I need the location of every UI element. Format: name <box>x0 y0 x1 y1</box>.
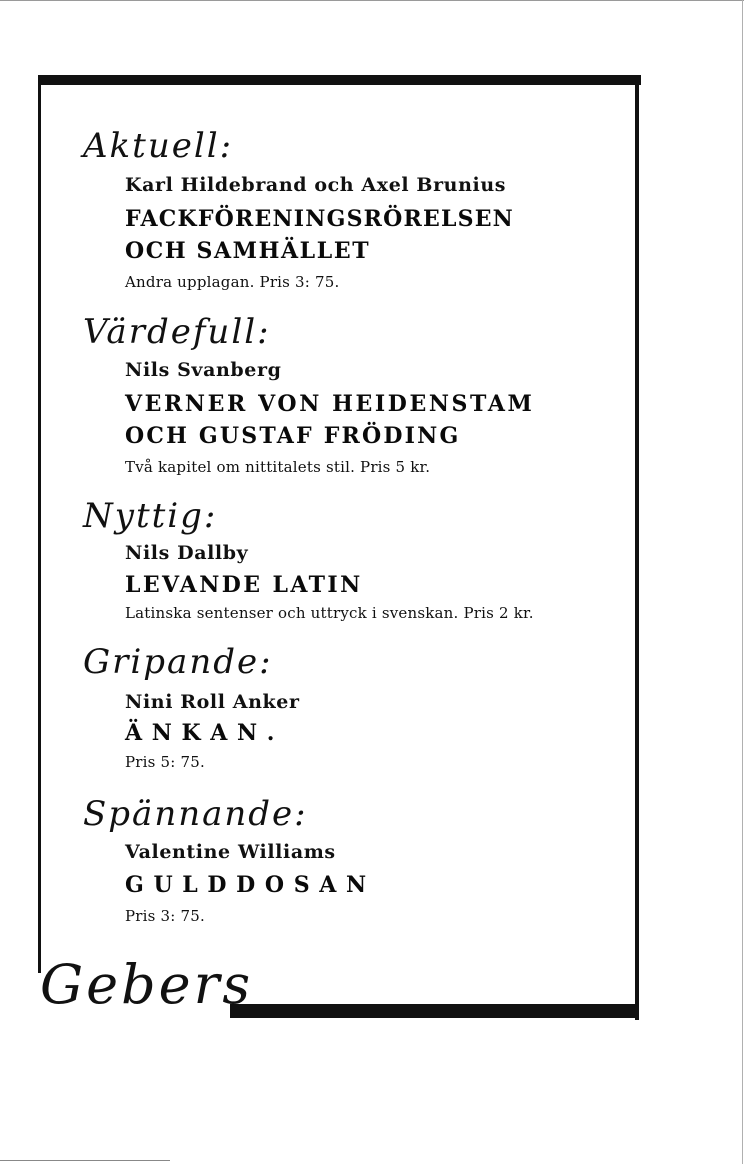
book-title-line: FACKFÖRENINGSRÖRELSEN <box>125 206 514 232</box>
book-author: Nini Roll Anker <box>125 691 300 713</box>
page-edge-right <box>742 0 743 1164</box>
book-title-line: LEVANDE LATIN <box>125 572 363 598</box>
book-title-line: OCH GUSTAF FRÖDING <box>125 423 461 449</box>
book-note: Andra upplagan. Pris 3: 75. <box>125 273 340 291</box>
category-heading: Gripande: <box>83 642 273 682</box>
book-author: Nils Svanberg <box>125 359 282 381</box>
book-author: Nils Dallby <box>125 542 249 564</box>
page-edge-top <box>0 0 744 1</box>
book-note: Två kapitel om nittitalets stil. Pris 5 kr. <box>125 458 431 476</box>
publisher-name: Gebers <box>40 953 254 1016</box>
frame-left-rule <box>38 75 41 973</box>
frame-top-rule <box>38 75 641 85</box>
book-note: Pris 3: 75. <box>125 907 205 925</box>
category-heading: Nyttig: <box>83 496 218 536</box>
book-title-line: VERNER VON HEIDENSTAM <box>125 391 535 417</box>
category-heading: Värdefull: <box>83 312 271 352</box>
book-title-line: G U L D D O S A N <box>125 872 368 898</box>
frame-bottom-rule <box>230 1004 639 1018</box>
book-author: Valentine Williams <box>125 841 336 863</box>
book-title-line: OCH SAMHÄLLET <box>125 238 371 264</box>
book-title-line: Ä N K A N . <box>125 720 276 746</box>
book-author: Karl Hildebrand och Axel Brunius <box>125 174 507 196</box>
frame-right-rule <box>635 75 639 1020</box>
page-edge-bottom <box>0 1160 170 1161</box>
book-note: Latinska sentenser och uttryck i svenskan. Pris 2 kr. <box>125 604 534 622</box>
book-note: Pris 5: 75. <box>125 753 205 771</box>
category-heading: Spännande: <box>83 794 308 834</box>
category-heading: Aktuell: <box>83 126 234 166</box>
